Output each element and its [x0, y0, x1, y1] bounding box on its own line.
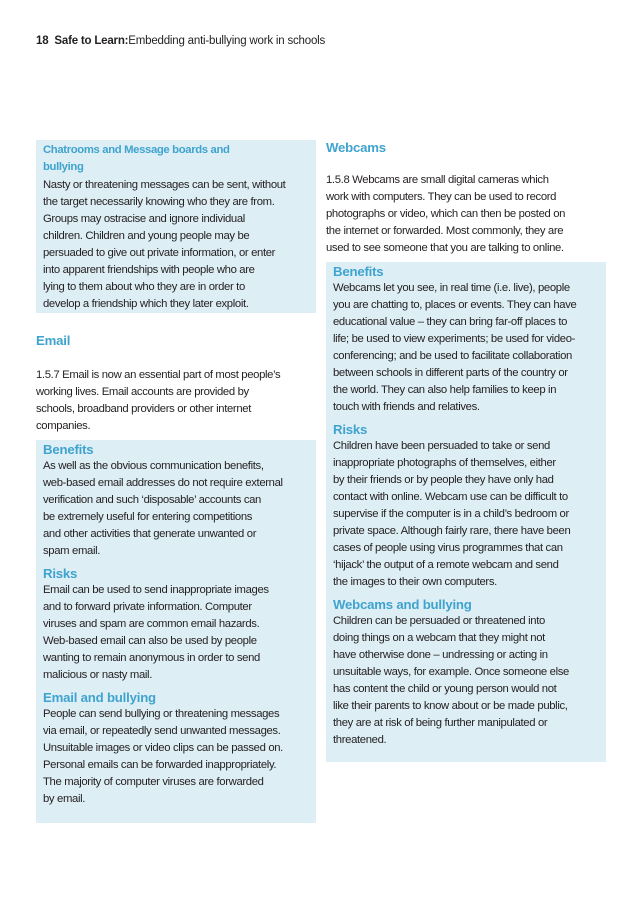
- chatrooms-heading: Chatrooms and Message boards and bullying: [43, 144, 230, 173]
- webcams-benefits-heading: Benefits: [333, 264, 384, 279]
- email-benefits-body: As well as the obvious communication benefits, web-based email addresses do not require external verification and such ‘disposable’ accounts can be extremely useful for entering competitions and other activities that generate unwanted or spam email.: [43, 460, 283, 557]
- email-risks-body: Email can be used to send inappropriate images and to forward private information. Computer viruses and spam are common email hazards. Web-based email can also be used by people wanting to remain anonymous in order to send malicious or nasty mail.: [43, 584, 269, 681]
- webcams-details-box: [326, 262, 606, 762]
- webcams-section: [326, 140, 606, 257]
- email-bullying-heading: Email and bullying: [43, 690, 156, 705]
- running-header: [36, 35, 325, 47]
- webcams-bullying-heading: Webcams and bullying: [333, 597, 472, 612]
- page-number: 18: [36, 35, 49, 47]
- chatrooms-body: Nasty or threatening messages can be sent, without the target necessarily knowing who they are from. Groups may ostracise and ignore individual children. Children and young people may be persuaded to give out private information, or enter into apparent friendships with people who are lying to them about who they are in order to develop a friendship which they later exploit.: [43, 179, 286, 310]
- chatrooms-box: [36, 140, 316, 313]
- email-bullying-body: People can send bullying or threatening messages via email, or repeatedly send unwanted messages. Unsuitable images or video clips can be passed on. Personal emails can be forwarded inappropriately. The majority of computer viruses are forwarded by email.: [43, 708, 283, 805]
- email-section: [36, 333, 321, 435]
- webcams-bullying-body: Children can be persuaded or threatened into doing things on a webcam that they might not have otherwise done – undressing or acting in unsuitable ways, for example. Once someone else has content the child or young person would not like their parents to know about or be made public, they are at risk of being further manipulated or threatened.: [333, 615, 569, 746]
- email-details-box: [36, 440, 316, 823]
- series-title: Safe to Learn:: [54, 35, 129, 47]
- email-benefits-heading: Benefits: [43, 442, 94, 457]
- document-subtitle: Embedding anti-bullying work in schools: [128, 35, 326, 47]
- webcams-risks-heading: Risks: [333, 422, 368, 437]
- webcams-heading: Webcams: [326, 140, 386, 155]
- webcams-benefits-body: Webcams let you see, in real time (i.e. live), people you are chatting to, places or events. They can have educational value – they can bring far-off places to life; be used to view experiments; be used for video- conferencing; and be used to facilitate collaboration between schools in different parts of the country or the world. They can also help families to keep in touch with friends and relatives.: [333, 282, 577, 413]
- email-intro: 1.5.7 Email is now an essential part of most people’s working lives. Email accounts are provided by schools, broadband providers or other internet companies.: [36, 369, 281, 432]
- email-risks-heading: Risks: [43, 566, 78, 581]
- email-heading: Email: [36, 333, 71, 348]
- webcams-intro: 1.5.8 Webcams are small digital cameras which work with computers. They can be used to record photographs or video, which can then be posted on the internet or forwarded. Most commonly, they are used to see someone that you are talking to online.: [326, 174, 566, 254]
- webcams-risks-body: Children have been persuaded to take or send inappropriate photographs of themselves, either by their friends or by people they have only had contact with online. Webcam use can be difficult to supervise if the computer is in a child’s bedroom or private space. Although fairly rare, there have been cases of people using virus programmes that can ‘hijack’ the output of a remote webcam and send the images to their own computers.: [333, 440, 571, 588]
